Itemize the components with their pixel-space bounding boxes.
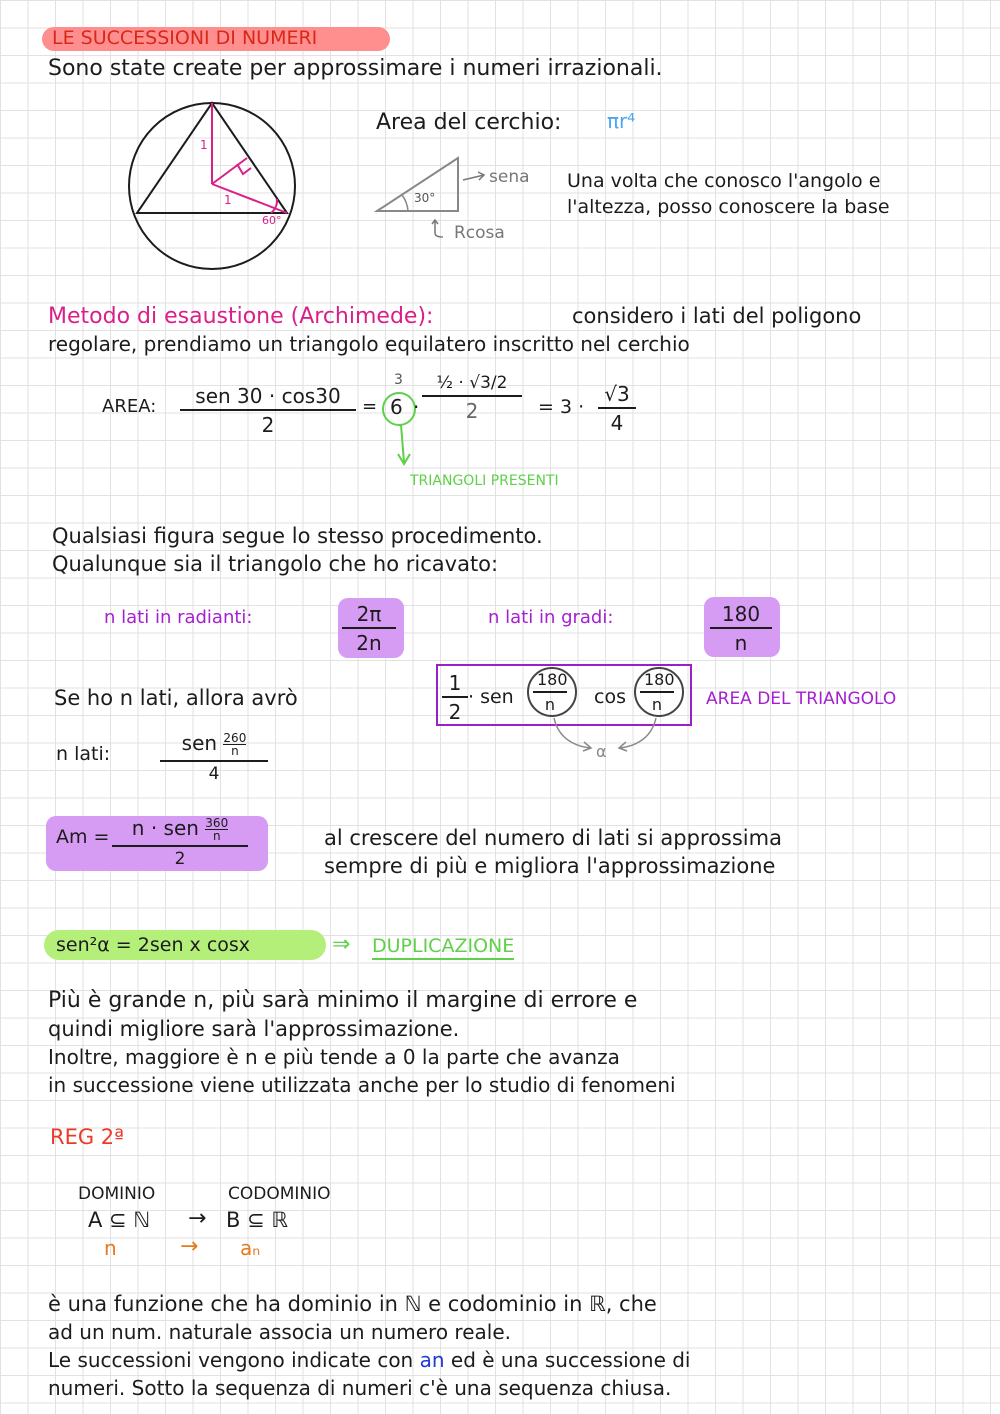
mapping-an: aₙ (240, 1236, 261, 1260)
domain-set: A ⊆ ℕ (88, 1208, 151, 1232)
cos-arrow-icon (431, 219, 453, 239)
triangle-side-label-2: 1 (224, 193, 232, 207)
sen-word: · sen (468, 686, 514, 708)
area-three-small: 3 (394, 372, 403, 388)
triangle-area-label: AREA DEL TRIANGOLO (706, 689, 897, 709)
area-circle-formula: πr⁴ (607, 109, 636, 133)
area-six: 6 (390, 395, 403, 419)
area-fraction-3: $\frac{√3}{4}$ (598, 384, 636, 433)
triangle-side-label-1: 1 (200, 138, 208, 152)
triangle-angle-30: 30° (414, 191, 436, 205)
area-equals-2: = 3 · (538, 396, 585, 418)
closing-an: an (419, 1348, 445, 1372)
method-text-2: regolare, prendiamo un triangolo equilatero inscritto nel cerchio (48, 332, 690, 356)
sen-arrow-icon (462, 170, 488, 182)
radians-label: n lati in radianti: (104, 607, 253, 628)
area-circle-label: Area del cerchio: (376, 110, 562, 135)
domain-label: DOMINIO (78, 1184, 156, 1204)
angle-b-fraction: $\frac{180}{n}$ (640, 672, 674, 713)
mapping-n: n (104, 1236, 117, 1260)
cos-word: cos (594, 686, 626, 708)
any-figure-line-1: Qualsiasi figura segue lo stesso procedimento. (52, 524, 543, 548)
duplication-label: DUPLICAZIONE (372, 937, 514, 960)
circle-triangle-figure (125, 100, 305, 275)
degrees-label: n lati in gradi: (488, 607, 614, 628)
closing-line-1: è una funzione che ha dominio in ℕ e codominio in ℝ, che (48, 1292, 657, 1316)
method-text-1: considero i lati del poligono (572, 304, 862, 328)
closing-line-3-start: Le successioni vengono indicate con (48, 1348, 414, 1372)
n-lati-label: n lati: (56, 743, 111, 765)
closing-line-3-end: ed è una successione di (450, 1348, 691, 1372)
intro-text: Sono state create per approssimare i numeri irrazionali. (48, 56, 663, 81)
triangles-present-note: TRIANGOLI PRESENTI (410, 473, 559, 489)
cos-label: Rcosa (454, 223, 505, 243)
any-figure-line-2: Qualunque sia il triangolo che ho ricavato: (52, 552, 499, 576)
area-dot: · (413, 395, 420, 419)
am-label: Am = (56, 826, 110, 848)
area-label: AREA: (102, 396, 157, 417)
angle-60-label: 60° (262, 214, 282, 227)
duplication-formula: sen²α = 2sen x cosx (56, 934, 251, 956)
area-fraction-1: sen 30 · cos30 2 (180, 386, 356, 435)
method-title: Metodo di esaustione (Archimede): (48, 304, 434, 329)
paragraph-line-1: Più è grande n, più sarà minimo il margine di errore e (48, 988, 638, 1013)
closing-line-4: numeri. Sotto la sequenza di numeri c'è una sequenza chiusa. (48, 1376, 672, 1400)
closing-line-2: ad un num. naturale associa un numero reale. (48, 1320, 511, 1344)
mapping-orange-arrow: → (180, 1234, 199, 1259)
codomain-set: B ⊆ ℝ (226, 1208, 288, 1232)
am-note-1: al crescere del numero di lati si approssima (324, 826, 782, 850)
n-sides-text: Se ho n lati, allora avrò (54, 686, 298, 710)
am-fraction: n · sen $\frac{360}{n}$ 2 (112, 817, 248, 868)
angle-a-fraction: $\frac{180}{n}$ (533, 672, 567, 713)
mapping-arrow: → (188, 1206, 207, 1231)
half-fraction: $\frac{1}{2}$ (442, 673, 468, 722)
n-lati-fraction: sen $\frac{260}{n}$ 4 (160, 732, 268, 783)
degrees-fraction: $\frac{180}{n}$ (710, 604, 772, 653)
paragraph-line-2: quindi migliore sarà l'approssimazione. (48, 1017, 460, 1041)
paragraph-line-4: in successione viene utilizzata anche per lo studio di fenomeni (48, 1073, 676, 1097)
closing-line-3 (48, 1350, 691, 1370)
right-triangle-figure (374, 155, 464, 215)
duplication-arrow: ⇒ (332, 932, 351, 957)
alpha-label: α (596, 742, 607, 761)
radians-fraction: $\frac{2\pi}{2n}$ (342, 604, 396, 653)
triangles-arrow-icon (394, 424, 414, 466)
area-equals-1: = (362, 396, 378, 417)
reg-label: REG 2ª (50, 1125, 125, 1149)
area-fraction-2: ½ · √3/2 2 (422, 375, 522, 421)
am-note-2: sempre di più e migliora l'approssimazione (324, 854, 776, 878)
page-title: LE SUCCESSIONI DI NUMERI (52, 27, 318, 49)
codomain-label: CODOMINIO (228, 1184, 331, 1204)
angle-note: Una volta che conosco l'angolo e l'altezza, posso conoscere la base (567, 170, 890, 218)
sen-label: sena (489, 167, 530, 187)
paragraph-line-3: Inoltre, maggiore è n e più tende a 0 la parte che avanza (48, 1045, 620, 1069)
